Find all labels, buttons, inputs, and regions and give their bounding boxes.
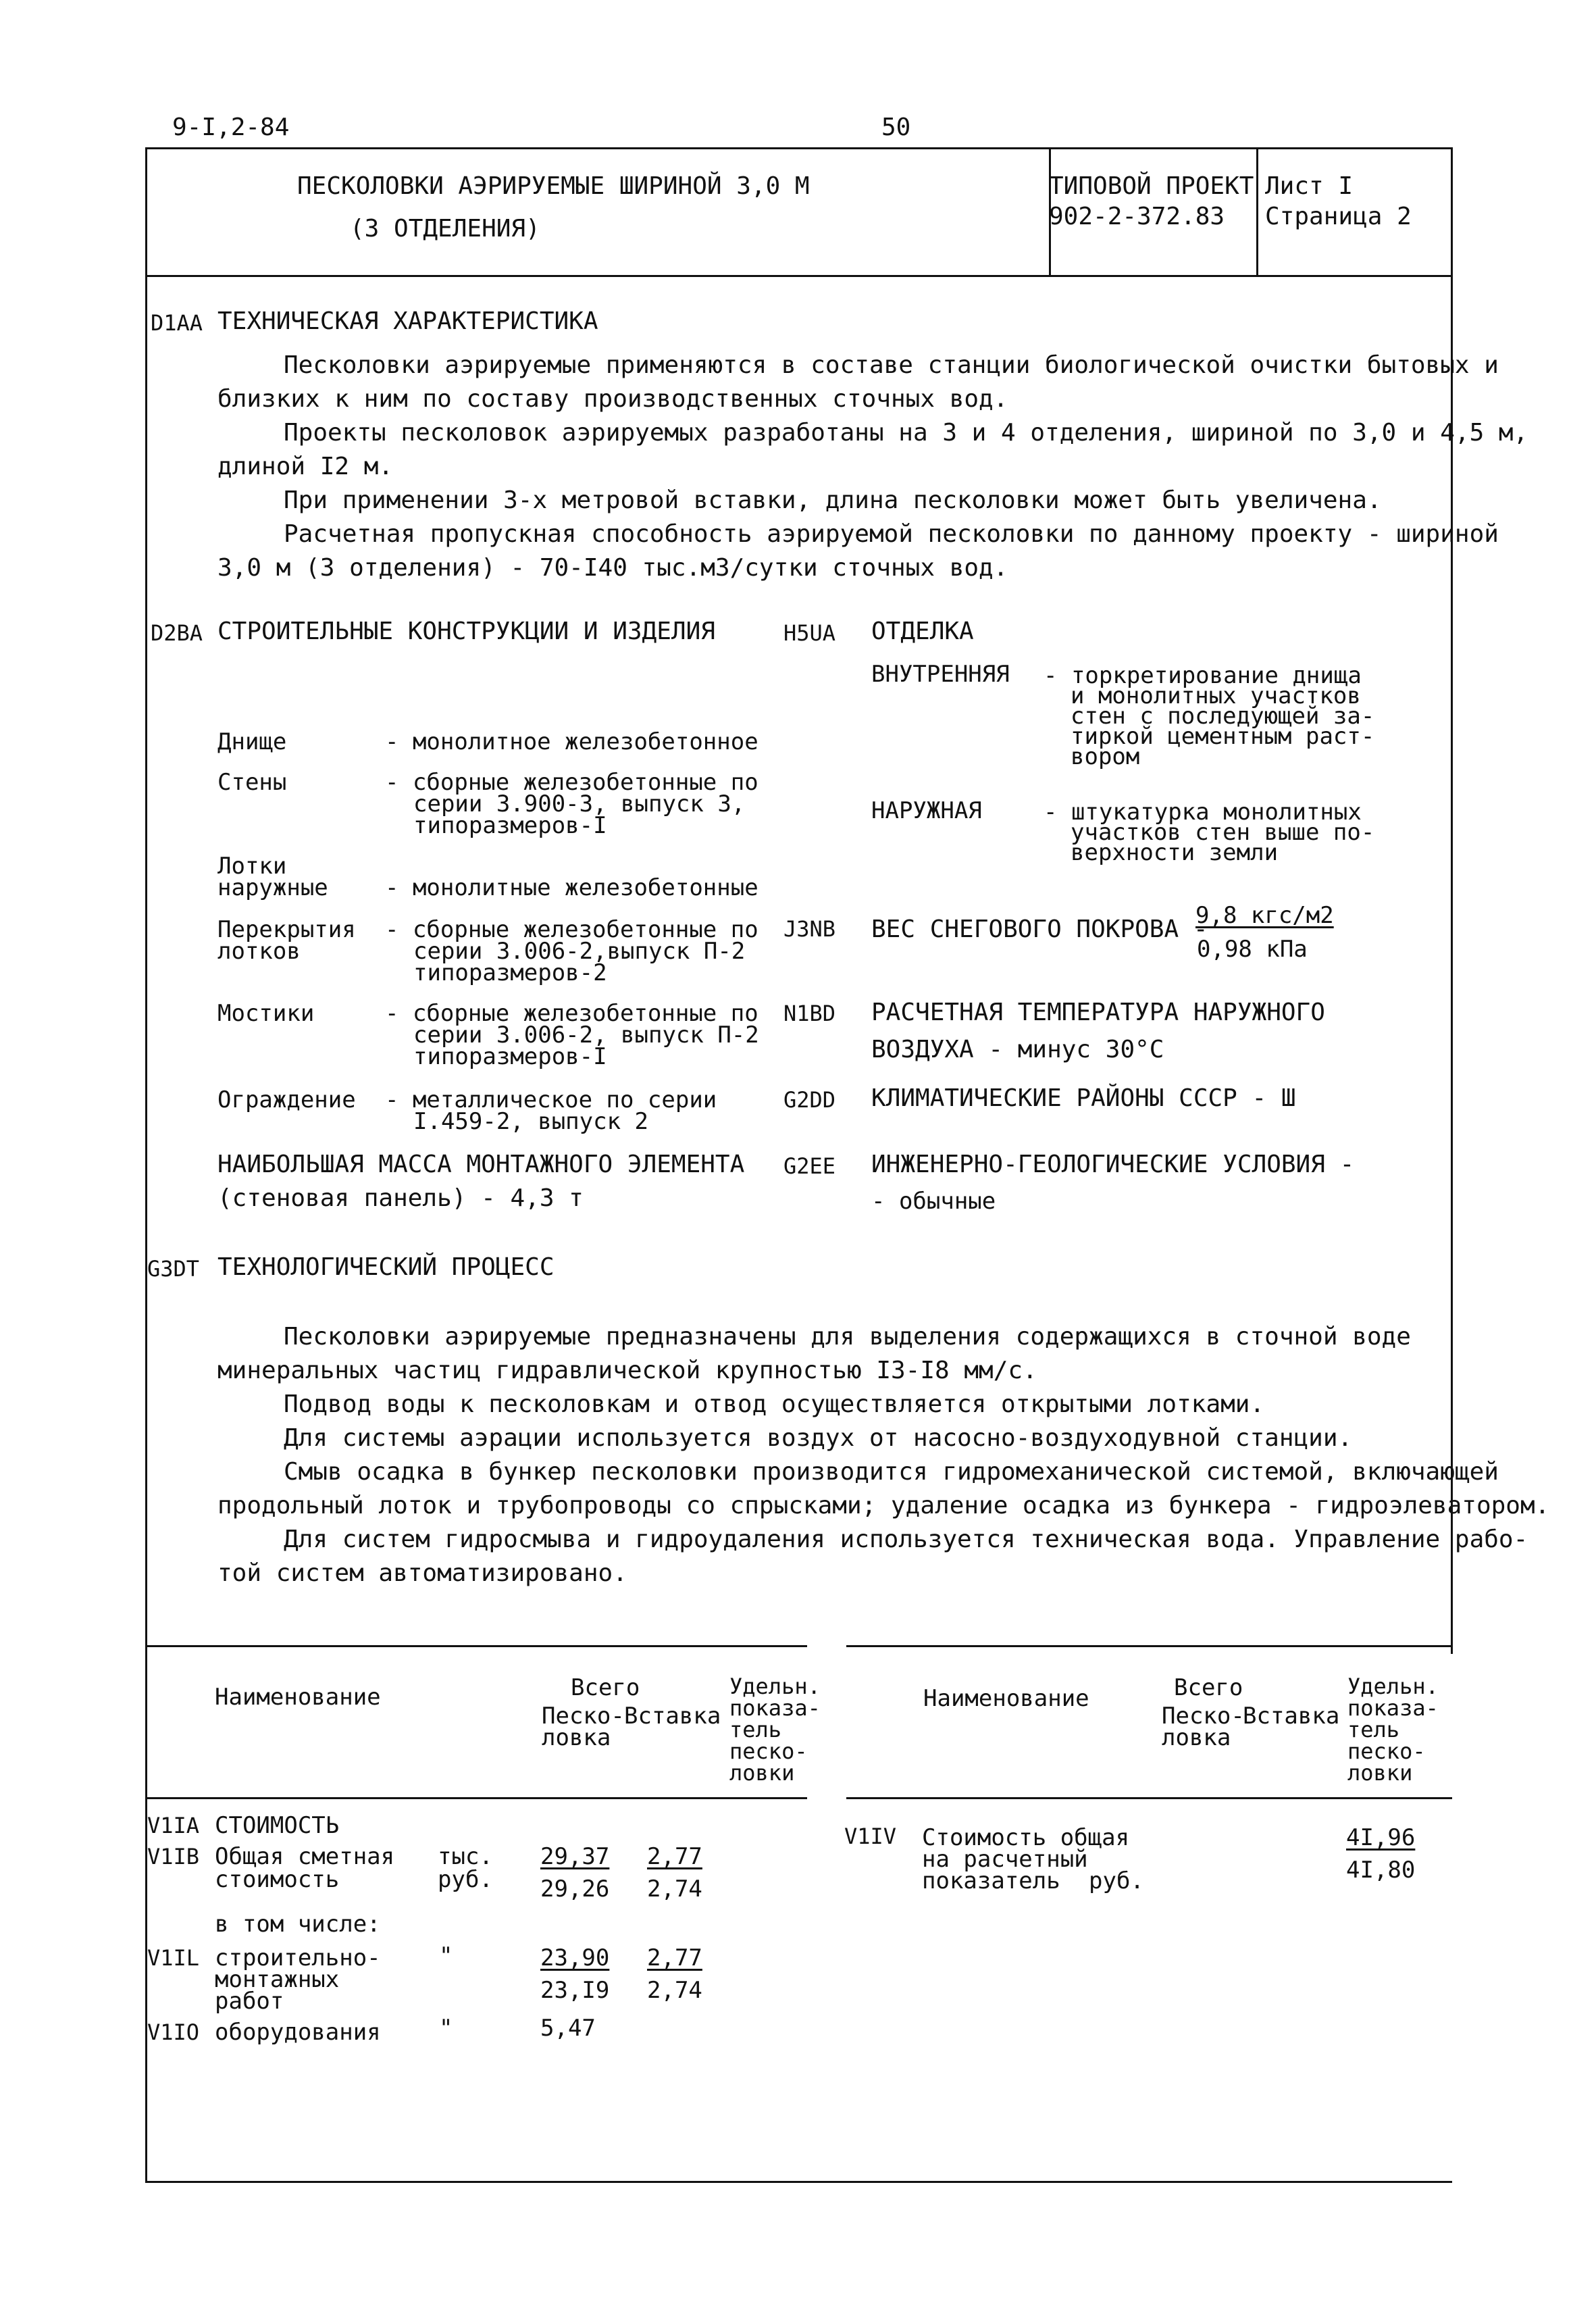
title-line-1: ПЕСКОЛОВКИ АЭРИРУЕМЫЕ ШИРИНОЙ 3,0 М [297,172,810,200]
col-header-total: Всего [1174,1674,1243,1701]
title-line-2: (3 ОТДЕЛЕНИЯ) [350,215,540,243]
construction-name: Мостики [217,1000,315,1027]
tech-text-line: Песколовки аэрируемые применяются в составе станции биологической очистки бытовых и [284,351,1499,379]
table-header-bottom-right [846,1797,1452,1799]
table-header-bottom-left [145,1797,807,1799]
col-header-specific: песко- [1347,1738,1426,1764]
tech-text-line: Расчетная пропускная способность аэрируемой песколовки по данному проекту - шириной [284,520,1499,548]
process-text-line: Для систем гидросмыва и гидроудаления используется техническая вода. Управление рабо- [284,1526,1528,1553]
col-header-specific: показа- [729,1695,821,1721]
max-mass-line-2: (стеновая панель) - 4,3 т [217,1184,584,1212]
row-unit: " [439,2015,453,2042]
finishing-inner-text: стен с последующей за- [1071,703,1375,730]
table-top-left [145,1645,807,1647]
row-value-sand: 29,37 [540,1843,610,1870]
row-name: Стоимость общая [922,1824,1130,1851]
row-value-insert: 2,74 [647,1876,702,1903]
finishing-outer-text: верхности земли [1071,839,1279,866]
temperature-line-1: РАСЧЕТНАЯ ТЕМПЕРАТУРА НАРУЖНОГО [871,999,1325,1026]
section-code-tech: D1AA [151,310,203,336]
section-code-snow: J3NB [783,916,836,942]
geology-line-2: - обычные [871,1188,996,1215]
finishing-inner-text: и монолитных участков [1071,682,1361,709]
section-code-process: G3DT [147,1256,200,1282]
row-unit: руб. [1089,1867,1144,1894]
construction-desc: I.459-2, выпуск 2 [413,1108,648,1135]
row-name: работ [215,1988,284,2015]
snow-value-bottom: 0,98 кПа [1197,936,1308,963]
row-value-sand: 23,I9 [540,1977,610,2004]
row-unit: руб. [438,1866,493,1893]
climate-text: КЛИМАТИЧЕСКИЕ РАЙОНЫ СССР - Ш [871,1084,1296,1112]
row-code: V1IB [147,1844,200,1869]
row-value-insert: 2,77 [647,1944,702,1971]
construction-desc: - сборные железобетонные по [385,916,758,943]
process-text-line: Подвод воды к песколовкам и отвод осуществляется открытыми лотками. [284,1390,1265,1418]
col-header-specific: Удельн. [729,1674,821,1699]
row-name: монтажных [215,1966,340,1993]
construction-desc: серии 3.006-2, выпуск П-2 [413,1022,759,1049]
construction-name: наружные [217,874,328,901]
page-label: Страница 2 [1265,203,1412,230]
col-header-total: Всего [571,1674,640,1701]
row-name: строительно- [215,1944,381,1971]
max-mass-line-1: НАИБОЛЬШАЯ МАССА МОНТАЖНОГО ЭЛЕМЕНТА [217,1151,745,1178]
process-text-line: продольный лоток и трубопроводы со спрысками; удаление осадка из бункера - гидроэлеватором. [217,1492,1550,1519]
construction-desc: серии 3.900-3, выпуск 3, [413,790,746,818]
col-header-insert: Вставка [1243,1703,1340,1730]
col-header-name: Наименование [923,1685,1089,1712]
col-header-sand: Песко- [542,1703,625,1730]
tech-text-line: длиной I2 м. [217,453,394,480]
finishing-outer-text: - штукатурка монолитных [1044,799,1362,826]
construction-desc: типоразмеров-2 [413,959,607,986]
construction-desc: типоразмеров-I [413,1043,607,1070]
col-header-specific: тель [729,1717,782,1742]
finishing-outer-text: участков стен выше по- [1071,819,1375,846]
section-heading-process: ТЕХНОЛОГИЧЕСКИЙ ПРОЦЕСС [217,1253,555,1281]
project-number: 902-2-372.83 [1049,203,1225,230]
title-divider-2 [1256,147,1258,276]
row-value-insert: 2,77 [647,1843,702,1870]
snow-value-top: 9,8 кгс/м2 [1195,902,1334,929]
col-header-name: Наименование [215,1684,381,1711]
section-heading-constructions: СТРОИТЕЛЬНЫЕ КОНСТРУКЦИИ И ИЗДЕЛИЯ [217,618,715,645]
finishing-inner-text: - торкретирование днища [1044,662,1362,689]
col-header-sand-2: ловка [1162,1724,1231,1751]
doc-code: 9-I,2-84 [172,114,290,141]
row-value-specific: 4I,80 [1346,1857,1416,1884]
process-text-line: Песколовки аэрируемые предназначены для выделения содержащихся в сточной воде [284,1323,1411,1351]
row-value-specific: 4I,96 [1346,1824,1416,1851]
construction-desc: - монолитные железобетонные [385,874,758,901]
section-code-temperature: N1BD [783,1001,836,1026]
row-code: V1IA [147,1813,200,1838]
construction-name: Перекрытия [217,916,356,943]
row-code: V1IO [147,2019,200,2045]
process-text-line: минеральных частиц гидравлической крупностью I3-I8 мм/с. [217,1357,1037,1384]
row-name: Общая сметная [215,1843,395,1870]
construction-name: Стены [217,769,287,796]
process-text-line: Смыв осадка в бункер песколовки производится гидромеханической системой, включающей [284,1458,1499,1486]
tech-text-line: близких к ним по составу производственных сточных вод. [217,385,1008,413]
section-heading-finishing: ОТДЕЛКА [871,618,974,645]
row-unit: " [439,1942,453,1969]
construction-name: Ограждение [217,1086,356,1113]
row-name: стоимость [215,1866,340,1893]
row-value-sand: 5,47 [540,2015,596,2042]
row-code: V1IL [147,1945,200,1971]
section-code-geology: G2EE [783,1153,836,1179]
row-name: показатель [922,1867,1060,1894]
finishing-inner-text: тиркой цементным раст- [1071,723,1375,750]
row-code: V1IV [844,1823,897,1849]
col-header-insert: Вставка [624,1703,721,1730]
row-including: в том числе: [215,1911,381,1938]
project-line-1: ТИПОВОЙ ПРОЕКТ [1049,172,1254,200]
process-text-line: той систем автоматизировано. [217,1559,627,1587]
finishing-inner-text: вором [1071,743,1140,770]
construction-desc: - металлическое по серии [385,1086,717,1113]
construction-desc: - монолитное железобетонное [385,728,758,755]
sheet-label: Лист I [1265,172,1354,200]
frame-bottom [145,2181,1452,2183]
col-header-specific: песко- [729,1738,808,1764]
process-text-line: Для системы аэрации используется воздух от насосно-воздуходувной станции. [284,1424,1353,1452]
row-name: на расчетный [922,1846,1088,1873]
section-code-climate: G2DD [783,1087,836,1113]
snow-label: ВЕС СНЕГОВОГО ПОКРОВА - [871,915,1208,943]
row-value-sand: 29,26 [540,1876,610,1903]
construction-name: Лотки [217,853,287,880]
table-top-right [846,1645,1452,1647]
row-unit: тыс. [438,1843,493,1870]
construction-desc: - сборные железобетонные по [385,769,758,796]
col-header-specific: ловки [1347,1760,1413,1786]
section-heading-tech: ТЕХНИЧЕСКАЯ ХАРАКТЕРИСТИКА [217,307,598,335]
finishing-inner-label: ВНУТРЕННЯЯ [871,661,1010,688]
col-header-specific: тель [1347,1717,1400,1742]
construction-desc: типоразмеров-I [413,812,607,839]
row-value-sand: 23,90 [540,1944,610,1971]
temperature-line-2: ВОЗДУХА - минус 30°С [871,1036,1164,1063]
col-header-sand-2: ловка [542,1724,611,1751]
col-header-specific: ловки [729,1760,795,1786]
row-name: оборудования [215,2019,381,2046]
construction-desc: серии 3.006-2,выпуск П-2 [413,938,746,965]
geology-line-1: ИНЖЕНЕРНО-ГЕОЛОГИЧЕСКИЕ УСЛОВИЯ - [871,1151,1355,1178]
finishing-outer-label: НАРУЖНАЯ [871,797,982,824]
frame-left [145,147,147,2182]
row-value-insert: 2,74 [647,1977,702,2004]
row-name: СТОИМОСТЬ [215,1812,340,1839]
tech-text-line: 3,0 м (3 отделения) - 70-I40 тыс.м3/сутки сточных вод. [217,554,1008,582]
col-header-specific: Удельн. [1347,1674,1439,1699]
page-number: 50 [881,114,911,141]
construction-desc: - сборные железобетонные по [385,1000,758,1027]
col-header-sand: Песко- [1162,1703,1245,1730]
section-code-constructions: D2BA [151,620,203,646]
tech-text-line: При применении 3-х метровой вставки, длина песколовки может быть увеличена. [284,486,1382,514]
col-header-specific: показа- [1347,1695,1439,1721]
construction-name: лотков [217,938,301,965]
section-code-finishing: H5UA [783,620,836,646]
construction-name: Днище [217,728,287,755]
tech-text-line: Проекты песколовок аэрируемых разработаны на 3 и 4 отделения, шириной по 3,0 и 4,5 м, [284,419,1528,447]
